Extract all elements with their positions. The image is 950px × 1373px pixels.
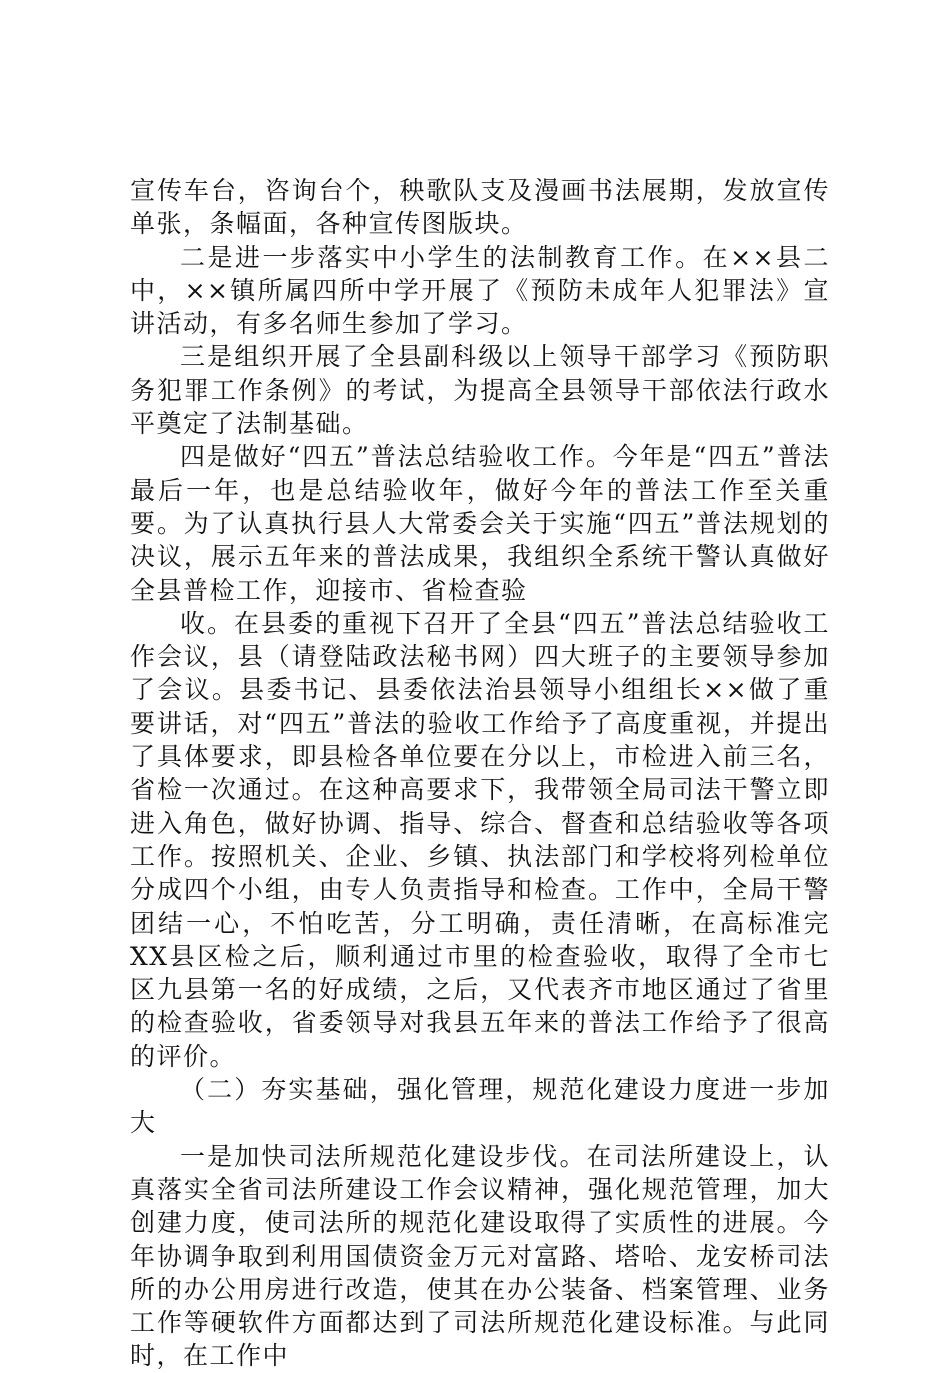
paragraph-3: 三是组织开展了全县副科级以上领导干部学习《预防职务犯罪工作条例》的考试，为提高全县领导干部依法行政水平奠定了法制基础。 [130,342,830,439]
paragraph-6: 一是加快司法所规范化建设步伐。在司法所建设上，认真落实全省司法所建设工作会议精神，强化规范管理，加大创建力度，使司法所的规范化建设取得了实质性的进展。今年协调争取到利用国债资金万元对富路、塔哈、龙安桥司法所的办公用房进行改造，使其在办公装备、档案管理、业务工作等硬软件方面都达到了司法所规范化建设标准。与此同时，在工作中 [130,1141,830,1371]
paragraph-5: 收。在县委的重视下召开了全县“四五”普法总结验收工作会议，县（请登陆政法秘书网）四大班子的主要领导参加了会议。县委书记、县委依法治县领导小组组长××做了重要讲话，对“四五”普法的验收工作给予了高度重视，并提出了具体要求，即县检各单位要在分以上，市检进入前三名，省检一次通过。在这种高要求下，我带领全局司法干警立即进入角色，做好协调、指导、综合、督查和总结验收等各项工作。按照机关、企业、乡镇、执法部门和学校将列检单位分成四个小组，由专人负责指导和检查。工作中，全局干警团结一心，不怕吃苦，分工明确，责任清晰，在高标准完XX县区检之后，顺利通过市里的检查验收，取得了全市七区九县第一名的好成绩，之后，又代表齐市地区通过了省里的检查验收，省委领导对我县五年来的普法工作给予了很高的评价。 [130,608,830,1071]
document-body [130,174,830,1373]
paragraph-4: 四是做好“四五”普法总结验收工作。今年是“四五”普法最后一年，也是总结验收年，做好今年的普法工作至关重要。为了认真执行县人大常委会关于实施“四五”普法规划的决议，展示五年来的普法成果，我组织全系统干警认真做好全县普检工作，迎接市、省检查验 [130,442,830,605]
section-heading: （二）夯实基础，强化管理，规范化建设力度进一步加大 [130,1075,830,1138]
paragraph-2: 二是进一步落实中小学生的法制教育工作。在××县二中，××镇所属四所中学开展了《预防未成年人犯罪法》宣讲活动，有多名师生参加了学习。 [130,242,830,339]
paragraph-1: 宣传车台，咨询台个，秧歌队支及漫画书法展期，发放宣传单张，条幅面，各种宣传图版块。 [130,176,830,239]
